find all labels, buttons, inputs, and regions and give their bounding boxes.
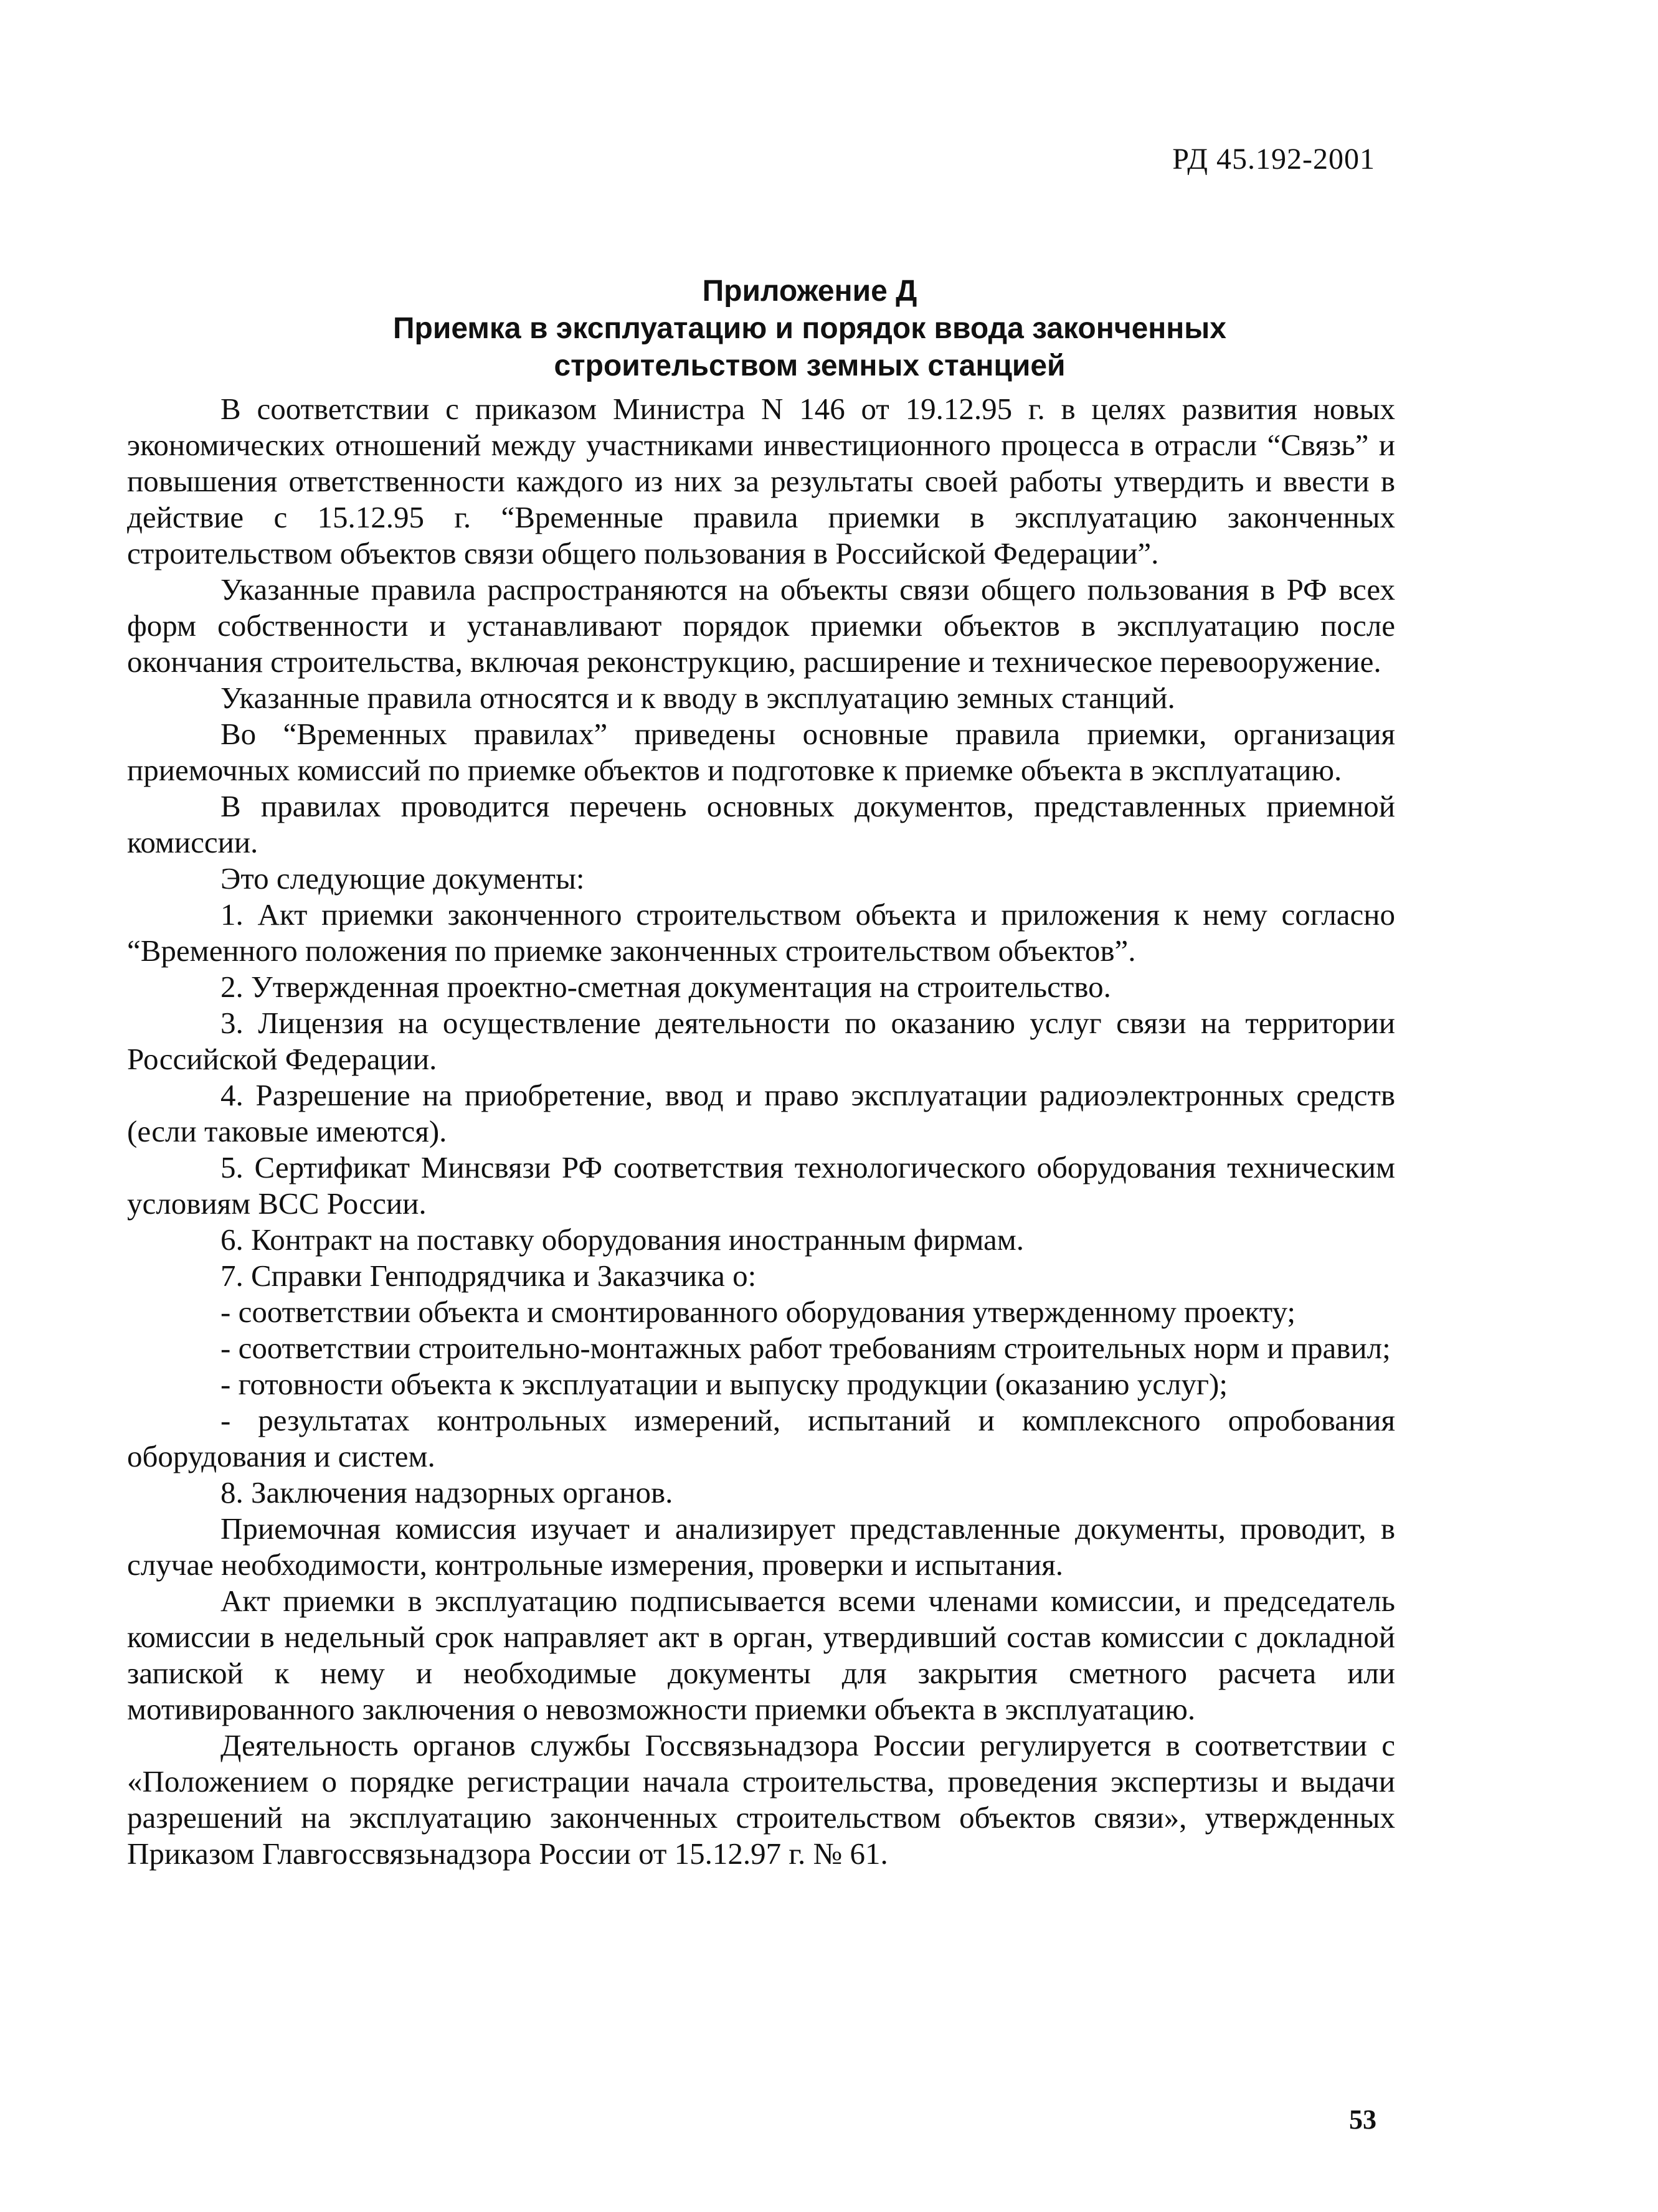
list-item: 2. Утвержденная проектно-сметная документация на строительство. (220, 970, 1111, 1004)
sub-list-item: - результатах контрольных измерений, испытаний и комплексного опробования оборудования и систем. (127, 1403, 1395, 1473)
sub-list-item: - соответствии строительно-монтажных работ требованиям строительных норм и правил; (220, 1331, 1391, 1365)
sub-list-item: - соответствии объекта и смонтированного оборудования утвержденному проекту; (220, 1295, 1296, 1329)
document-code: РД 45.192-2001 (1172, 143, 1375, 176)
appendix-title: Приложение Д (702, 275, 917, 308)
paragraph: Во “Временных правилах” приведены основные правила приемки, организация приемочных комиссий по приемке объектов и подготовке к приемке объекта в эксплуатацию. (127, 717, 1395, 787)
sub-list-item: - готовности объекта к эксплуатации и выпуску продукции (оказанию услуг); (220, 1367, 1228, 1401)
paragraph: В соответствии с приказом Министра N 146 от 19.12.95 г. в целях развития новых экономических отношений между участниками инвестиционного процесса в отрасли “Связь” и повышения ответственности каждого из них за результаты своей работы утвердить и ввести в действие с 15.12.95 г. “Временные правила приемки в эксплуатацию законченных строительством объектов связи общего пользования в Российской Федерации”. (127, 392, 1395, 570)
paragraph: Приемочная комиссия изучает и анализирует представленные документы, проводит, в случае необходимости, контрольные измерения, проверки и испытания. (127, 1511, 1395, 1582)
paragraph: Указанные правила относятся и к вводу в эксплуатацию земных станций. (220, 681, 1175, 715)
document-body (127, 391, 1395, 1872)
list-item: 5. Сертификат Минсвязи РФ соответствия технологического оборудования техническим условиям ВСС России. (127, 1150, 1395, 1221)
list-item: 4. Разрешение на приобретение, ввод и право эксплуатации радиоэлектронных средств (если таковые имеются). (127, 1078, 1395, 1148)
appendix-subtitle-line-1: Приемка в эксплуатацию и порядок ввода законченных (393, 312, 1226, 345)
paragraph: Это следующие документы: (220, 861, 585, 896)
paragraph: Акт приемки в эксплуатацию подписывается всеми членами комиссии, и председатель комиссии в недельный срок направляет акт в орган, утвердивший состав комиссии с докладной запиской к нему и необходимые документы для закрытия сметного расчета или мотивированного заключения о невозможности приемки объекта в эксплуатацию. (127, 1584, 1395, 1726)
paragraph: Указанные правила распространяются на объекты связи общего пользования в РФ всех форм собственности и устанавливают порядок приемки объектов в эксплуатацию после окончания строительства, включая реконструкцию, расширение и техническое перевооружение. (127, 572, 1395, 679)
page-number: 53 (1349, 2104, 1376, 2135)
paragraph: Деятельность органов службы Госсвязьнадзора России регулируется в соответствии с «Положением о порядке регистрации начала строительства, проведения экспертизы и выдачи разрешений на эксплуатацию законченных строительством объектов связи», утвержденных Приказом Главгоссвязьнадзора России от 15.12.97 г. № 61. (127, 1728, 1395, 1871)
list-item: 1. Акт приемки законченного строительством объекта и приложения к нему согласно “Временного положения по приемке законченных строительством объектов”. (127, 897, 1395, 968)
list-item: 3. Лицензия на осуществление деятельности по оказанию услуг связи на территории Российской Федерации. (127, 1006, 1395, 1076)
paragraph: В правилах проводится перечень основных документов, представленных приемной комиссии. (127, 789, 1395, 859)
list-item: 6. Контракт на поставку оборудования иностранным фирмам. (220, 1222, 1025, 1257)
list-item: 8. Заключения надзорных органов. (220, 1475, 673, 1510)
appendix-subtitle-line-2: строительством земных станцией (554, 349, 1066, 382)
list-item: 7. Справки Генподрядчика и Заказчика о: (220, 1259, 757, 1293)
